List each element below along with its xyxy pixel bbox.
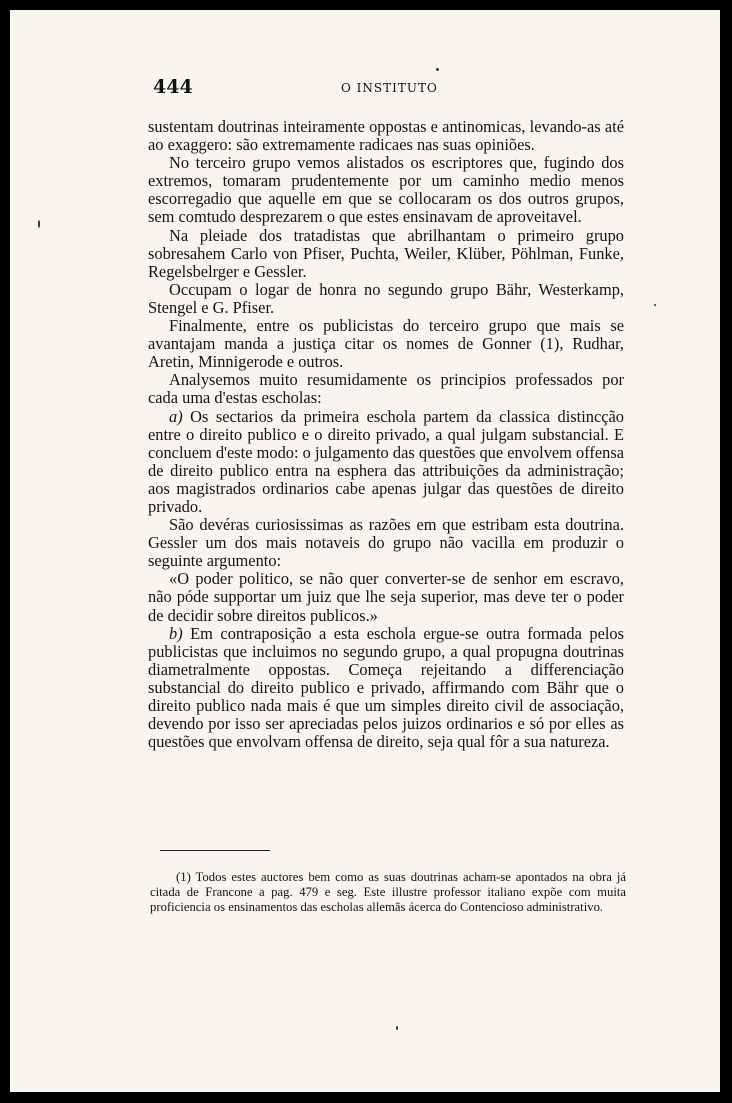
quotation: «O poder politico, se não quer converter-se de senhor em escravo, não póde supportar um juiz que lhe seja superior, mas deve ter o poder de decidir sobre direitos publicos.» [148, 569, 624, 625]
list-item-a [148, 408, 624, 517]
ink-speck [38, 220, 40, 228]
paragraph: Finalmente, entre os publicistas do terceiro grupo que mais se avantajam manda a justiça citar os nomes de Gonner (1), Rudhar, Aretin, Minnigerode e outros. [148, 316, 624, 372]
paragraph: Analysemos muito resumidamente os principios professados por cada uma d'estas escholas: [148, 370, 624, 408]
paragraph-text: Os sectarios da primeira eschola partem da classica distincção entre o direito publico e o direito privado, a qual julgam substancial. E concluem d'este modo: o julgamento das questões que envolvem offensa de direito publico entra na esphera das attribuições da administração; aos magistrados ordinarios cabe apenas julgar das questões de direito privado. [148, 406, 624, 516]
paragraph: No terceiro grupo vemos alistados os escriptores que, fugindo dos extremos, tomaram prudentemente por um caminho medio menos escorregadio que aquelle em que se collocaram os dos outros grupos, sem comtudo desprezarem o que estes ensinavam de aproveitavel. [148, 153, 624, 227]
running-title: O INSTITUTO [341, 81, 438, 95]
paragraph: Occupam o logar de honra no segundo grupo Bähr, Westerkamp, Stengel e G. Pfiser. [148, 279, 624, 317]
ink-speck [654, 304, 656, 306]
item-marker-b: b) [169, 623, 183, 643]
footnotes [150, 870, 626, 915]
paragraph: sustentam doutrinas inteiramente oppostas e antinomicas, levando-as até ao exaggero: são extremamente radicaes nas suas opiniões. [148, 117, 624, 155]
paragraph: Na pleiade dos tratadistas que abrilhantam o primeiro grupo sobresahem Carlo von Pfiser, Puchta, Weiler, Klüber, Pöhlman, Funke, Regelsbelrger e Gessler. [148, 225, 624, 281]
main-text [148, 118, 624, 751]
item-marker-a: a) [169, 406, 183, 426]
page-number: 444 [153, 76, 193, 98]
page-header [153, 76, 633, 102]
footnote: (1) Todos estes auctores bem como as suas doutrinas acham-se apontados na obra já citada de Francone a pag. 479 e seg. Este illustre professor italiano expõe com muita proficiencia os ensinamentos das escholas allemãs ácerca do Contencioso administrativo. [150, 870, 626, 914]
footnote-divider [160, 850, 270, 851]
ink-speck [396, 1026, 398, 1030]
paragraph: São devéras curiosissimas as razões em que estribam esta doutrina. Gessler um dos mais notaveis do grupo não vacilla em produzir o seguinte argumento: [148, 515, 624, 571]
paragraph-text: Em contraposição a esta eschola ergue-se outra formada pelos publicistas que incluimos no segundo grupo, a qual propugna doutrinas diametralmente oppostas. Começa rejeitando a differenciação substancial do direito publico e privado, affirmando com Bähr que o direito publico nada mais é que um simples direito civil de associação, devendo por isso ser apreciadas pelos juizos ordinarios e só por elles as questões que envolvam offensa de direito, seja qual fôr a sua natureza. [148, 623, 624, 752]
list-item-b [148, 625, 624, 752]
ink-speck [436, 68, 439, 71]
